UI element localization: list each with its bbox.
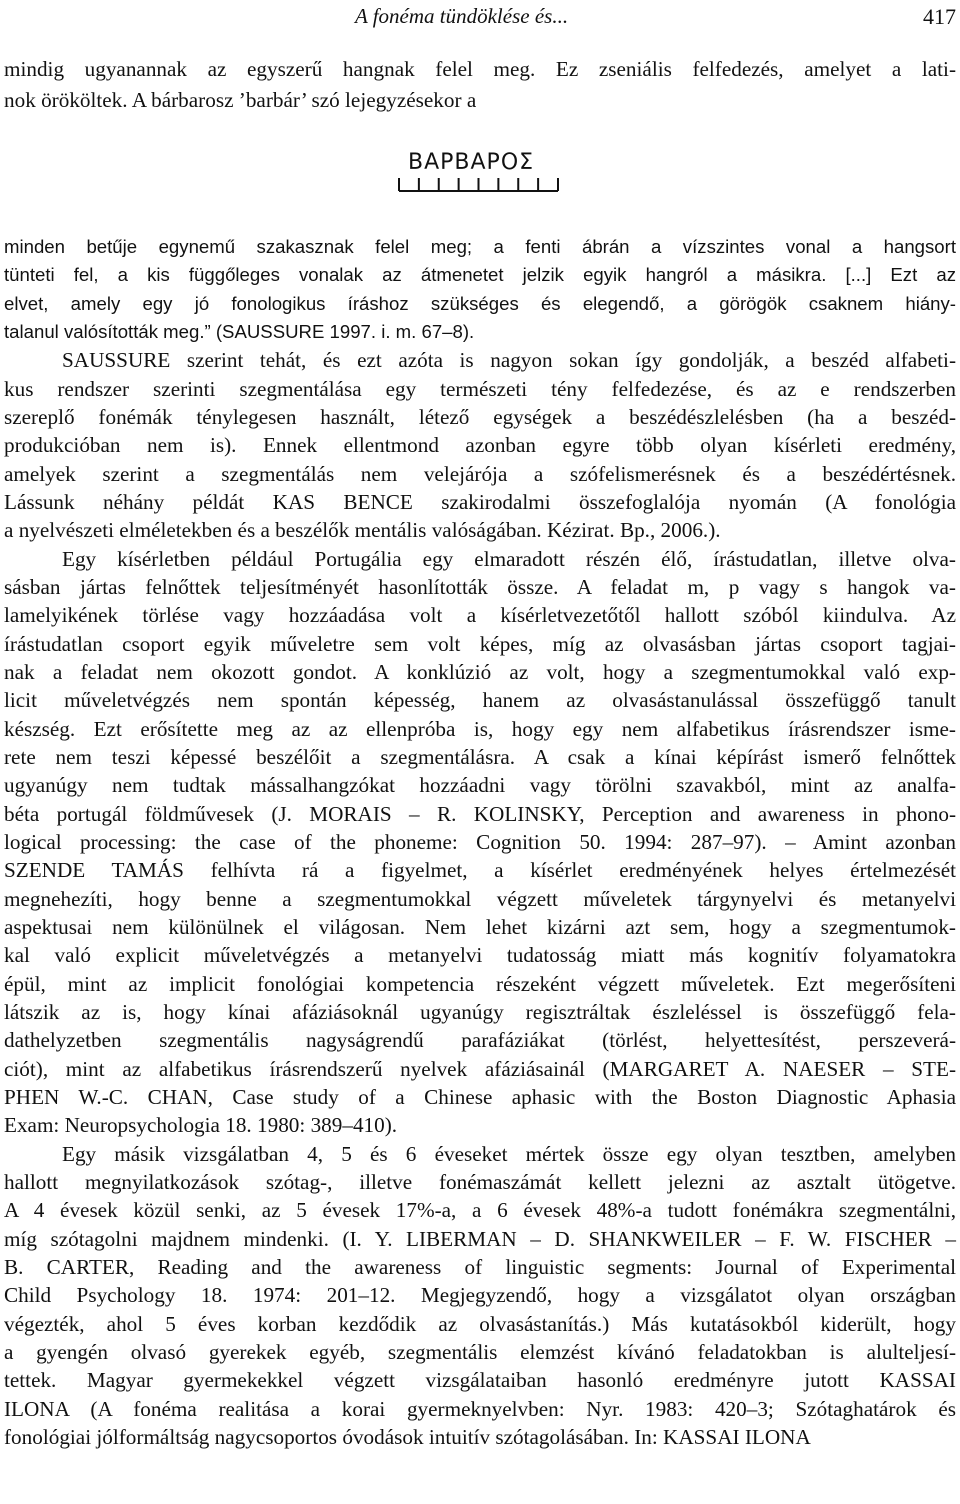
running-title: A fonéma tündöklése és... (355, 4, 569, 28)
text-line: Lássunk néhány példát KAS BENCE szakirodalmi összefoglalója nyomán (A fonológia (4, 490, 956, 514)
text-line: végezték, ahol 5 éves korban kezdődik az olvasástanítás.) Más kutatásokból kiderült, hogy (4, 1312, 956, 1336)
text-line: lamelyikének törlése vagy hozzáadása volt a kísérletvezetőtől hallott szóból kiindulva. Az (4, 603, 956, 627)
greek-word: ΒΑΡΒΑΡΟΣ (408, 150, 535, 175)
text-line: a nyelvészeti elméletekben és a beszélők mentális valóságában. Kézirat. Bp., 2006.). (4, 518, 721, 542)
text-line: fonológiai jólformáltság nagycsoportos óvodások intuitív szótagolásában. In: KASSAI ILONA (4, 1425, 811, 1449)
text-line: megnehezíti, hogy benne a szegmentumokkal végzett műveletek tárgynyelvi és metanyelvi (4, 887, 956, 911)
text-line: míg szótagolni majdnem mindenki. (I. Y. LIBERMAN – D. SHANKWEILER – F. W. FISCHER – (4, 1227, 956, 1251)
text-line: ugyanúgy nem tudtak mássalhangzókat hozzáadni vagy törölni szavakból, mint az analfa- (4, 773, 956, 797)
segment-diagram (398, 176, 560, 192)
text-line: épül, mint az implicit fonológiai kompetencia részeként végzett műveletek. Ezt megerősíteni (4, 972, 956, 996)
text-line: minden betűje egynemű szakasznak felel meg; a fenti ábrán a vízszintes vonal a hangsort (4, 236, 956, 257)
text-line: kus rendszer szerinti szegmentálása egy természeti tény felfedezése, és az e rendszerben (4, 377, 956, 401)
text-line: mindig ugyanannak az egyszerű hangnak felel meg. Ez zseniális felfedezés, amelyet a lati- (4, 57, 956, 81)
text-line: hallott megnyilatkozások szótag-, illetve fonémaszámát kellett jelezni az asztalt ütögetve. (4, 1170, 956, 1194)
page-number: 417 (923, 4, 956, 29)
text-line: írástudatlan csoport egyik műveletre sem volt képes, míg az olvasásban jártas csoport tagjai- (4, 632, 956, 656)
text-line: dathelyzetben szegmentális nagyságrendű parafáziákat (törlést, helyettesítést, perszeverá- (4, 1028, 956, 1052)
text-line: ciót), mint az alfabetikus írásrendszerű nyelvek afáziásainál (MARGARET A. NAESER – STE- (4, 1057, 956, 1081)
text-line: talanul valósították meg.” (SAUSSURE 1997. i. m. 67–8). (4, 321, 475, 342)
text-line: Egy kísérletben például Portugália egy elmaradott részén élő, írástudatlan, illetve olva- (62, 547, 956, 571)
text-line: produkcióban nem is). Ennek ellentmond azonban egyre több olyan kísérleti eredmény, (4, 433, 956, 457)
text-line: készség. Ezt erősítette meg az az ellenpróba is, hogy egy nem alfabetikus írásrendszer isme- (4, 717, 956, 741)
text-line: PHEN W.-C. CHAN, Case study of a Chinese aphasic with the Boston Diagnostic Aphasia (4, 1085, 956, 1109)
text-line: SZENDE TAMÁS felhívta rá a figyelmet, a kísérlet eredményének helyes értelmezését (4, 858, 956, 882)
text-line: A 4 évesek közül senki, az 5 évesek 17%-a, a 6 évesek 48%-a tudott fonémákra szegmentálni, (4, 1198, 956, 1222)
text-line: béta portugál földművesek (J. MORAIS – R. KOLINSKY, Perception and awareness in phono- (4, 802, 956, 826)
text-line: aspektusai nem különülnek el világosan. Nem lehet kizárni azt sem, hogy a szegmentumok- (4, 915, 956, 939)
text-line: nok örököltek. A bárbarosz ’barbár’ szó lejegyzésekor a (4, 88, 477, 112)
text-line: nak a feladat nem okozott gondot. A konklúzió az volt, hogy a szegmentumokkal való exp- (4, 660, 956, 684)
text-line: a gyengén olvasó gyerekek egyéb, szegmentális elemzést kívánó feladatokban is alulteljesí- (4, 1340, 956, 1364)
text-line: B. CARTER, Reading and the awareness of linguistic segments: Journal of Experimental (4, 1255, 956, 1279)
text-line: SAUSSURE szerint tehát, és ezt azóta is nagyon sokan így gondolják, a beszéd alfabeti- (62, 348, 956, 372)
text-line: logical processing: the case of the phoneme: Cognition 50. 1994: 287–97). – Amint azonban (4, 830, 956, 854)
text-line: kal való explicit műveletvégzés a metanyelvi tudatosság miatt más kognitív folyamatokra (4, 943, 956, 967)
text-line: elvet, amely egy jó fonologikus íráshoz szükséges és elegendő, a görögök csaknem hiány- (4, 293, 956, 314)
text-line: Exam: Neuropsychologia 18. 1980: 389–410). (4, 1113, 398, 1137)
text-line: ILONA (A fonéma realitása a korai gyermeknyelvben: Nyr. 1983: 420–3; Szótaghatárok és (4, 1397, 956, 1421)
text-line: tettek. Magyar gyermekekkel végzett vizsgálataiban hasonló eredményre jutott KASSAI (4, 1368, 956, 1392)
text-line: szereplő fonémák ténylegesen használt, létező egységek a beszédészlelésben (ha a beszéd- (4, 405, 956, 429)
text-line: tünteti fel, a kis függőleges vonalak az átmenetet jelzik egyik hangról a másikra. [...] Ezt az (4, 264, 956, 285)
text-line: rete nem teszi képessé beszélőit a szegmentálásra. A csak a kínai képírást ismerő felnőttek (4, 745, 956, 769)
text-line: licit műveletvégzés nem spontán képesség, hanem az olvasástanulással összefüggő tanult (4, 688, 956, 712)
text-line: Egy másik vizsgálatban 4, 5 és 6 éveseket mértek össze egy olyan tesztben, amelyben (62, 1142, 956, 1166)
text-line: látszik az is, hogy kínai afáziásoknál ugyanúgy regisztráltak észleléssel is összefüggő fela- (4, 1000, 956, 1024)
text-line: amelyek szerint a szegmentálás nem velejárója a szófelismerésnek és a beszédértésnek. (4, 462, 956, 486)
text-line: sásban jártas felnőttek teljesítményét hasonlították össze. A feladat m, p vagy s hangok va- (4, 575, 956, 599)
page-header (0, 4, 960, 40)
text-line: Child Psychology 18. 1974: 201–12. Megjegyzendő, hogy a vizsgálatot olyan országban (4, 1283, 956, 1307)
